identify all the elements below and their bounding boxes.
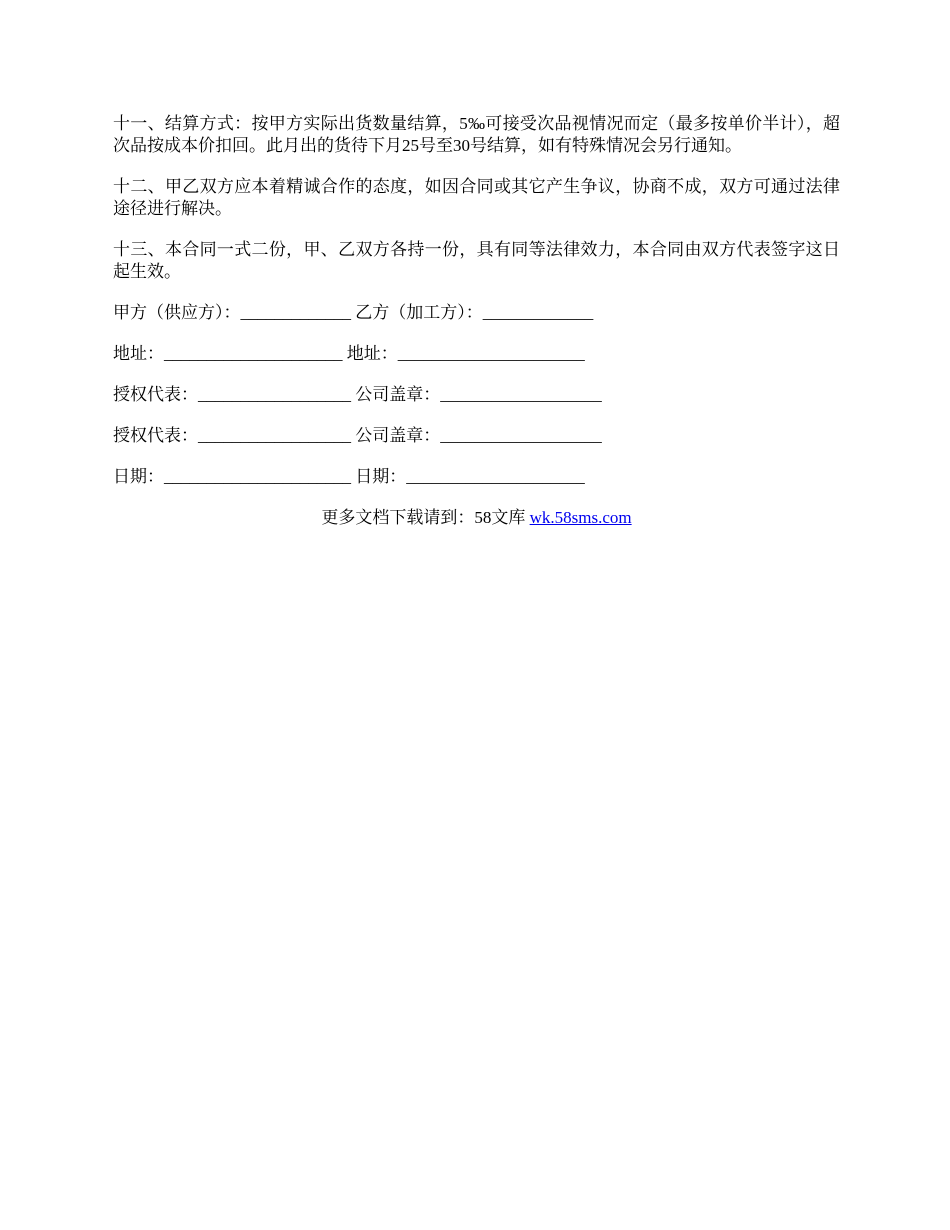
signature-party-line: 甲方（供应方）：_____________ 乙方（加工方）：_____________ [113, 303, 594, 322]
clause-13: 十三、本合同一式二份，甲、乙双方各持一份，具有同等法律效力，本合同由双方代表签字这日起生效。 [113, 240, 840, 281]
signature-address-line: 地址：_____________________ 地址：______________________ [113, 344, 585, 363]
signature-representative-line-1: 授权代表：__________________ 公司盖章：___________________ [113, 385, 602, 404]
footer-link[interactable]: wk.58sms.com [529, 508, 632, 527]
signature-date-line: 日期：______________________ 日期：_____________________ [113, 467, 585, 486]
clause-11: 十一、结算方式：按甲方实际出货数量结算，5‰可接受次品视情况而定（最多按单价半计），超次品按成本价扣回。此月出的货待下月25号至30号结算，如有特殊情况会另行通知。 [113, 114, 840, 155]
signature-representative-line-2: 授权代表：__________________ 公司盖章：___________________ [113, 426, 602, 445]
footer-download-note [113, 507, 840, 529]
document-page [113, 113, 840, 529]
footer-text: 更多文档下载请到：58文库 [321, 508, 530, 527]
clause-12: 十二、甲乙双方应本着精诚合作的态度，如因合同或其它产生争议，协商不成，双方可通过法律途径进行解决。 [113, 177, 840, 218]
